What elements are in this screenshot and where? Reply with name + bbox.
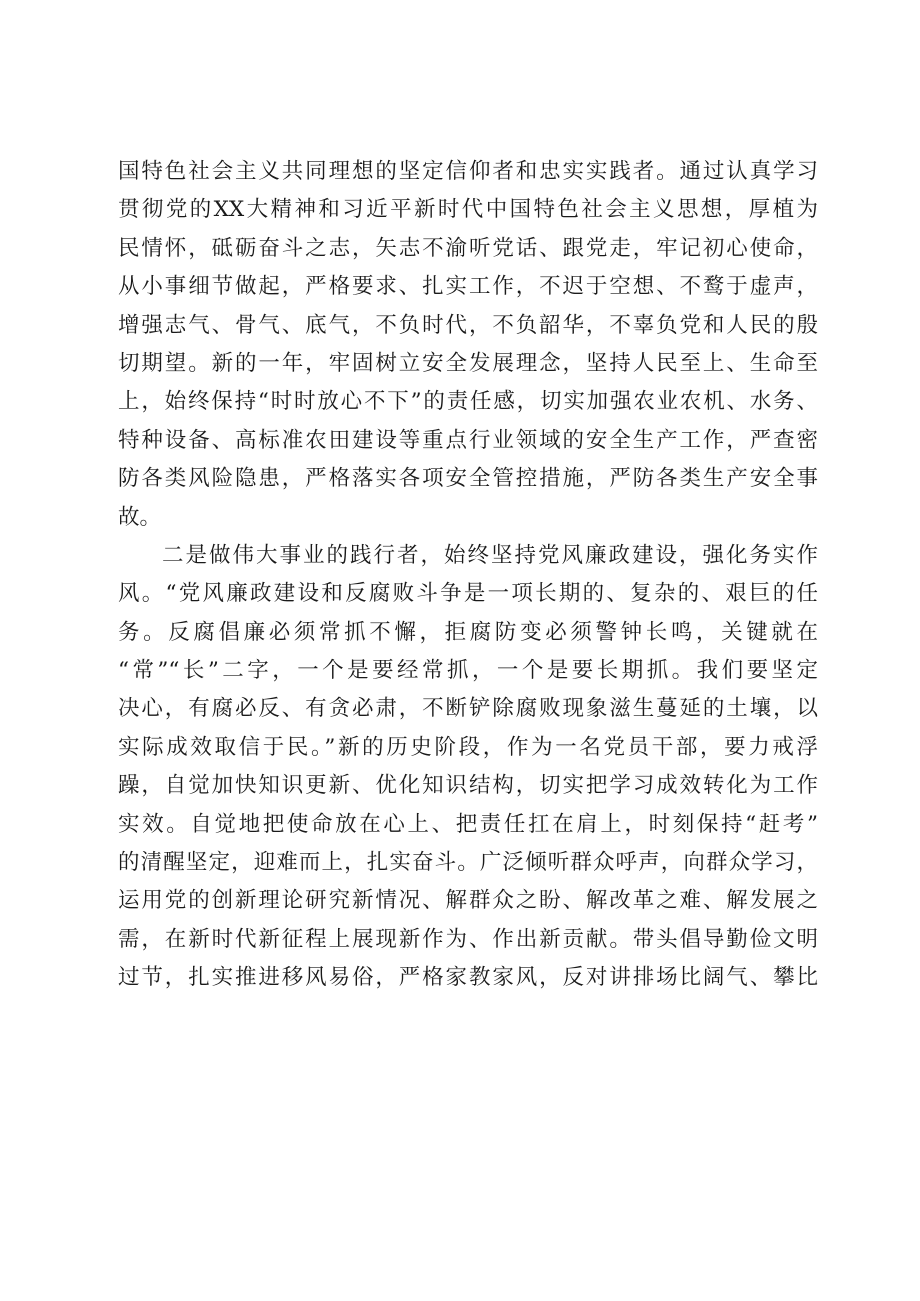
text-line: 决心，有腐必反、有贪必肃，不断铲除腐败现象滋生蔓延的土壤，以 <box>118 696 818 722</box>
text-line: 增强志气、骨气、底气，不负时代，不负韶华，不辜负党和人民的殷 <box>118 312 818 338</box>
text-line: 切期望。新的一年，牢固树立安全发展理念，坚持人民至上、生命至 <box>118 350 818 376</box>
text-line: 的清醒坚定，迎难而上，扎实奋斗。广泛倾听群众呼声，向群众学习， <box>118 850 818 876</box>
paragraph-start-line: 二是做伟大事业的践行者，始终坚持党风廉政建设，强化务实作 <box>162 542 818 568</box>
text-line: “常”“长”二字，一个是要经常抓，一个是要长期抓。我们要坚定 <box>118 658 818 684</box>
text-line: 国特色社会主义共同理想的坚定信仰者和忠实实践者。通过认真学习 <box>118 159 818 184</box>
text-line: 务。反腐倡廉必须常抓不懈，拒腐防变必须警钟长鸣，关键就在 <box>118 619 818 645</box>
text-line: 需，在新时代新征程上展现新作为、作出新贡献。带头倡导勤俭文明 <box>118 926 818 952</box>
text-line: 从小事细节做起，严格要求、扎实工作，不迟于空想、不鹜于虚声， <box>118 274 818 300</box>
text-line: 运用党的创新理论研究新情况、解群众之盼、解改革之难、解发展之 <box>118 888 818 914</box>
text-line: 躁，自觉加快知识更新、优化知识结构，切实把学习成效转化为工作 <box>118 773 818 799</box>
text-line: 实效。自觉地把使命放在心上、把责任扛在肩上，时刻保持“赶考” <box>118 811 818 837</box>
body-text <box>118 153 818 998</box>
text-line: 上，始终保持“时时放心不下”的责任感，切实加强农业农机、水务、 <box>118 389 818 415</box>
text-line: 实际成效取信于民。”新的历史阶段，作为一名党员干部，要力戒浮 <box>118 734 818 760</box>
text-line: 故。 <box>118 504 162 530</box>
text-line: 特种设备、高标准农田建设等重点行业领域的安全生产工作，严查密 <box>118 427 818 453</box>
text-line: 风。“党风廉政建设和反腐败斗争是一项长期的、复杂的、艰巨的任 <box>118 581 818 607</box>
text-line: 过节，扎实推进移风易俗，严格家教家风，反对讲排场比阔气、攀比 <box>118 965 818 991</box>
text-line: 贯彻党的XX大精神和习近平新时代中国特色社会主义思想，厚植为 <box>118 197 818 223</box>
text-line: 防各类风险隐患，严格落实各项安全管控措施，严防各类生产安全事 <box>118 466 818 492</box>
text-line: 民情怀，砥砺奋斗之志，矢志不渝听党话、跟党走，牢记初心使命， <box>118 235 818 261</box>
